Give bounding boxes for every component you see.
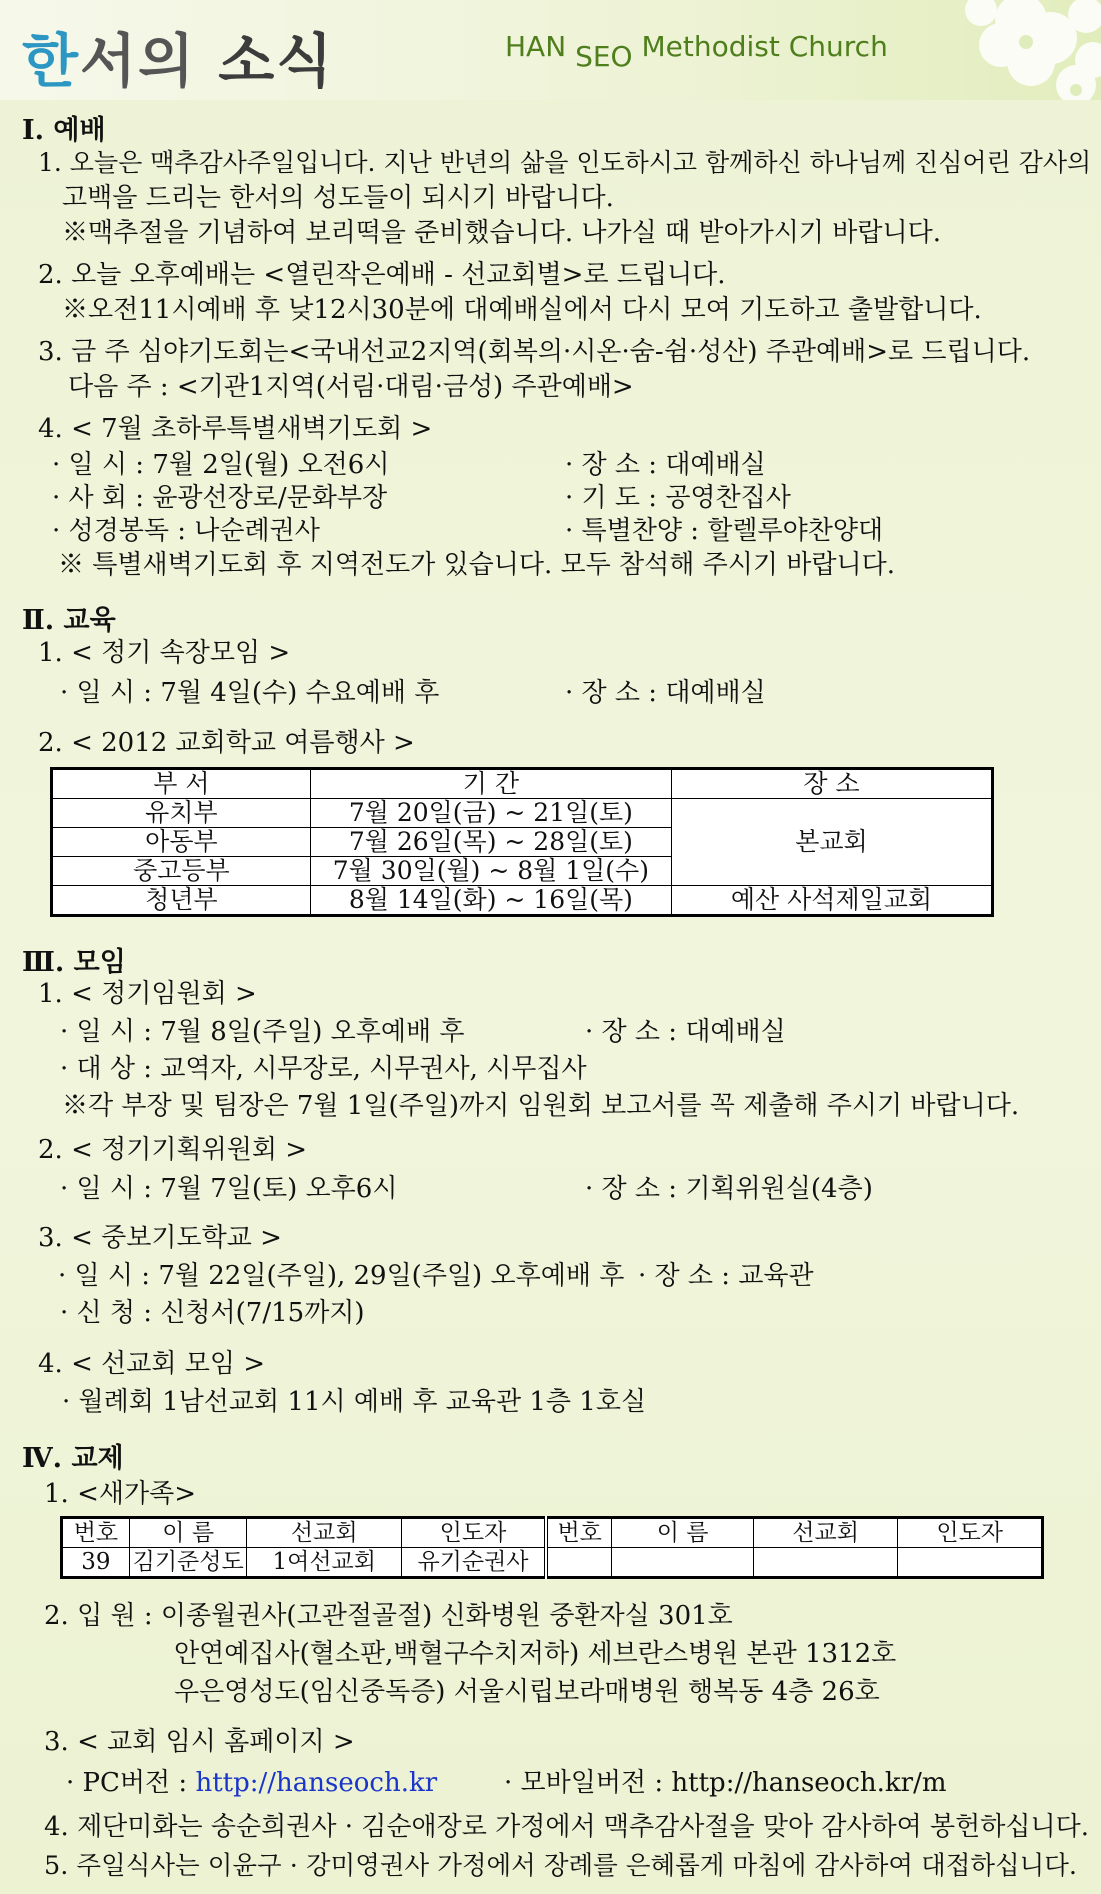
meeting-line-4: ※각 부장 및 팀장은 7월 1일(주일)까지 임원회 보고서를 꼭 제출해 주시기 바랍니다. <box>62 1091 1020 1121</box>
title-han: 한 <box>22 27 81 95</box>
table-header-guide: 인도자 <box>898 1518 1043 1548</box>
meeting-line-8a: · 일 시 : 7월 22일(주일), 29일(주일) 오후예배 후 <box>58 1261 625 1291</box>
table-cell-empty <box>753 1548 898 1578</box>
meeting-line-3: · 대 상 : 교역자, 시무장로, 시무권사, 시무집사 <box>60 1054 587 1084</box>
worship-line-10a: · 사 회 : 윤광선장로/문화부장 <box>52 483 388 513</box>
worship-line-1: 1. 오늘은 맥추감사주일입니다. 지난 반년의 삶을 인도하시고 함께하신 하나님께 진심어린 감사의 <box>38 148 1092 177</box>
page-title <box>22 14 334 98</box>
section-heading-education: Ⅱ. 교육 <box>22 605 116 636</box>
table-cell-group: 1여선교회 <box>247 1548 401 1578</box>
worship-line-12: ※ 특별새벽기도회 후 지역전도가 있습니다. 모두 참석해 주시기 바랍니다. <box>58 550 896 580</box>
table-cell-period: 7월 26일(목) ~ 28일(토) <box>310 828 671 857</box>
section-heading-fellowship: Ⅳ. 교제 <box>22 1443 124 1474</box>
worship-line-9b: · 장 소 : 대예배실 <box>565 450 766 480</box>
meeting-line-2a: · 일 시 : 7월 8일(주일) 오후예배 후 <box>60 1017 465 1047</box>
worship-line-8: 4. < 7월 초하루특별새벽기도회 > <box>38 414 433 444</box>
homepage-mobile <box>504 1767 947 1799</box>
table-cell-period: 8월 14일(화) ~ 16일(목) <box>310 886 671 916</box>
homepage-pc-link[interactable]: http://hanseoch.kr <box>195 1768 438 1798</box>
table-cell-guide: 유기순권사 <box>401 1548 546 1578</box>
table-header-name: 이 름 <box>612 1518 754 1548</box>
worship-line-7: 다음 주 : <기관1지역(서림·대림·금성) 주관예배> <box>68 372 634 402</box>
table-cell-place-youth: 예산 사석제일교회 <box>671 886 992 916</box>
table-cell-dept: 중고등부 <box>52 857 311 886</box>
summer-schedule-table <box>50 767 994 917</box>
church-name-seo: SEO <box>575 40 633 73</box>
meeting-line-5: 2. < 정기기획위원회 > <box>38 1135 307 1165</box>
table-header-name: 이 름 <box>129 1518 247 1548</box>
education-line-1: 1. < 정기 속장모임 > <box>38 638 291 668</box>
table-header-row <box>62 1518 1043 1548</box>
meeting-line-10: 4. < 선교회 모임 > <box>38 1349 266 1379</box>
meeting-line-9: · 신 청 : 신청서(7/15까지) <box>60 1298 365 1328</box>
meeting-line-1: 1. < 정기임원회 > <box>38 979 257 1009</box>
fellowship-line-1: 1. <새가족> <box>44 1479 196 1509</box>
title-sosik: 소식 <box>218 27 335 95</box>
table-cell-period: 7월 20일(금) ~ 21일(토) <box>310 799 671 828</box>
fellowship-line-4: 우은영성도(임신중독증) 서울시립보라매병원 행복동 4층 26호 <box>174 1677 880 1707</box>
fellowship-line-7: 5. 주일식사는 이윤구 · 강미영권사 가정에서 장례를 은혜롭게 마침에 감사하여 대접하십니다. <box>44 1851 1078 1881</box>
table-header-place: 장 소 <box>671 769 992 799</box>
table-cell-no: 39 <box>62 1548 130 1578</box>
section-heading-worship: Ⅰ. 예배 <box>22 115 106 146</box>
church-name <box>505 30 888 73</box>
meeting-line-6a: · 일 시 : 7월 7일(토) 오후6시 <box>60 1174 398 1204</box>
table-row <box>52 799 993 828</box>
homepage-mobile-label: · 모바일버전 : <box>504 1768 672 1798</box>
table-cell-place-main: 본교회 <box>671 799 992 886</box>
worship-line-2: 고백을 드리는 한서의 성도들이 되시기 바랍니다. <box>62 183 614 213</box>
education-line-3: 2. < 2012 교회학교 여름행사 > <box>38 728 415 758</box>
fellowship-line-5: 3. < 교회 임시 홈페이지 > <box>44 1727 355 1757</box>
table-cell-dept: 유치부 <box>52 799 311 828</box>
section-heading-meeting: Ⅲ. 모임 <box>22 947 126 978</box>
church-name-rest: Methodist Church <box>632 30 888 63</box>
meeting-line-8b: · 장 소 : 교육관 <box>638 1261 814 1291</box>
worship-line-11b: · 특별찬양 : 할렐루야찬양대 <box>565 516 884 546</box>
worship-line-4: 2. 오늘 오후예배는 <열린작은예배 - 선교회별>로 드립니다. <box>38 260 726 290</box>
worship-line-6: 3. 금 주 심야기도회는<국내선교2지역(회복의·시온·숨-쉼·성산) 주관예배>로 드립니다. <box>38 337 1031 367</box>
table-cell-period: 7월 30일(월) ~ 8월 1일(수) <box>310 857 671 886</box>
table-header-row <box>52 769 993 799</box>
homepage-pc-label: · PC버전 : <box>66 1768 196 1798</box>
worship-line-3: ※맥추절을 기념하여 보리떡을 준비했습니다. 나가실 때 받아가시기 바랍니다. <box>62 218 941 248</box>
new-family-table <box>60 1516 1044 1579</box>
fellowship-line-2: 2. 입 원 : 이종월권사(고관절골절) 신화병원 중환자실 301호 <box>44 1601 733 1631</box>
table-header-dept: 부 서 <box>52 769 311 799</box>
education-line-2a: · 일 시 : 7월 4일(수) 수요예배 후 <box>60 678 440 708</box>
education-line-2b: · 장 소 : 대예배실 <box>565 678 766 708</box>
table-cell-empty <box>898 1548 1043 1578</box>
church-name-han: HAN <box>505 30 576 63</box>
meeting-line-11: · 월례회 1남선교회 11시 예배 후 교육관 1층 1호실 <box>62 1387 647 1417</box>
homepage-pc <box>66 1767 437 1799</box>
table-cell-empty <box>612 1548 754 1578</box>
table-header-no: 번호 <box>62 1518 130 1548</box>
table-header-guide: 인도자 <box>401 1518 546 1548</box>
worship-line-10b: · 기 도 : 공영찬집사 <box>565 483 791 513</box>
meeting-line-6b: · 장 소 : 기획위원실(4층) <box>585 1174 873 1204</box>
worship-line-11a: · 성경봉독 : 나순례권사 <box>52 516 320 546</box>
clover-decoration-icon <box>871 0 1101 100</box>
meeting-line-7: 3. < 중보기도학교 > <box>38 1223 282 1253</box>
table-header-group: 선교회 <box>247 1518 401 1548</box>
fellowship-line-3: 안연예집사(혈소판,백혈구수치저하) 세브란스병원 본관 1312호 <box>174 1639 897 1669</box>
table-header-no: 번호 <box>546 1518 612 1548</box>
meeting-line-2b: · 장 소 : 대예배실 <box>585 1017 786 1047</box>
homepage-mobile-url: http://hanseoch.kr/m <box>671 1768 947 1798</box>
worship-line-9a: · 일 시 : 7월 2일(월) 오전6시 <box>52 450 390 480</box>
table-row <box>52 886 993 916</box>
title-seoui: 서의 <box>80 27 219 95</box>
table-cell-empty <box>546 1548 612 1578</box>
table-cell-dept: 청년부 <box>52 886 311 916</box>
table-cell-name: 김기준성도 <box>129 1548 247 1578</box>
table-row <box>62 1548 1043 1578</box>
fellowship-line-6: 4. 제단미화는 송순희권사 · 김순애장로 가정에서 맥추감사절을 맞아 감사하여 봉헌하십니다. <box>44 1812 1090 1842</box>
table-cell-dept: 아동부 <box>52 828 311 857</box>
worship-line-5: ※오전11시예배 후 낮12시30분에 대예배실에서 다시 모여 기도하고 출발합니다. <box>62 295 982 325</box>
header <box>0 0 1101 100</box>
table-header-period: 기 간 <box>310 769 671 799</box>
table-header-group: 선교회 <box>753 1518 898 1548</box>
